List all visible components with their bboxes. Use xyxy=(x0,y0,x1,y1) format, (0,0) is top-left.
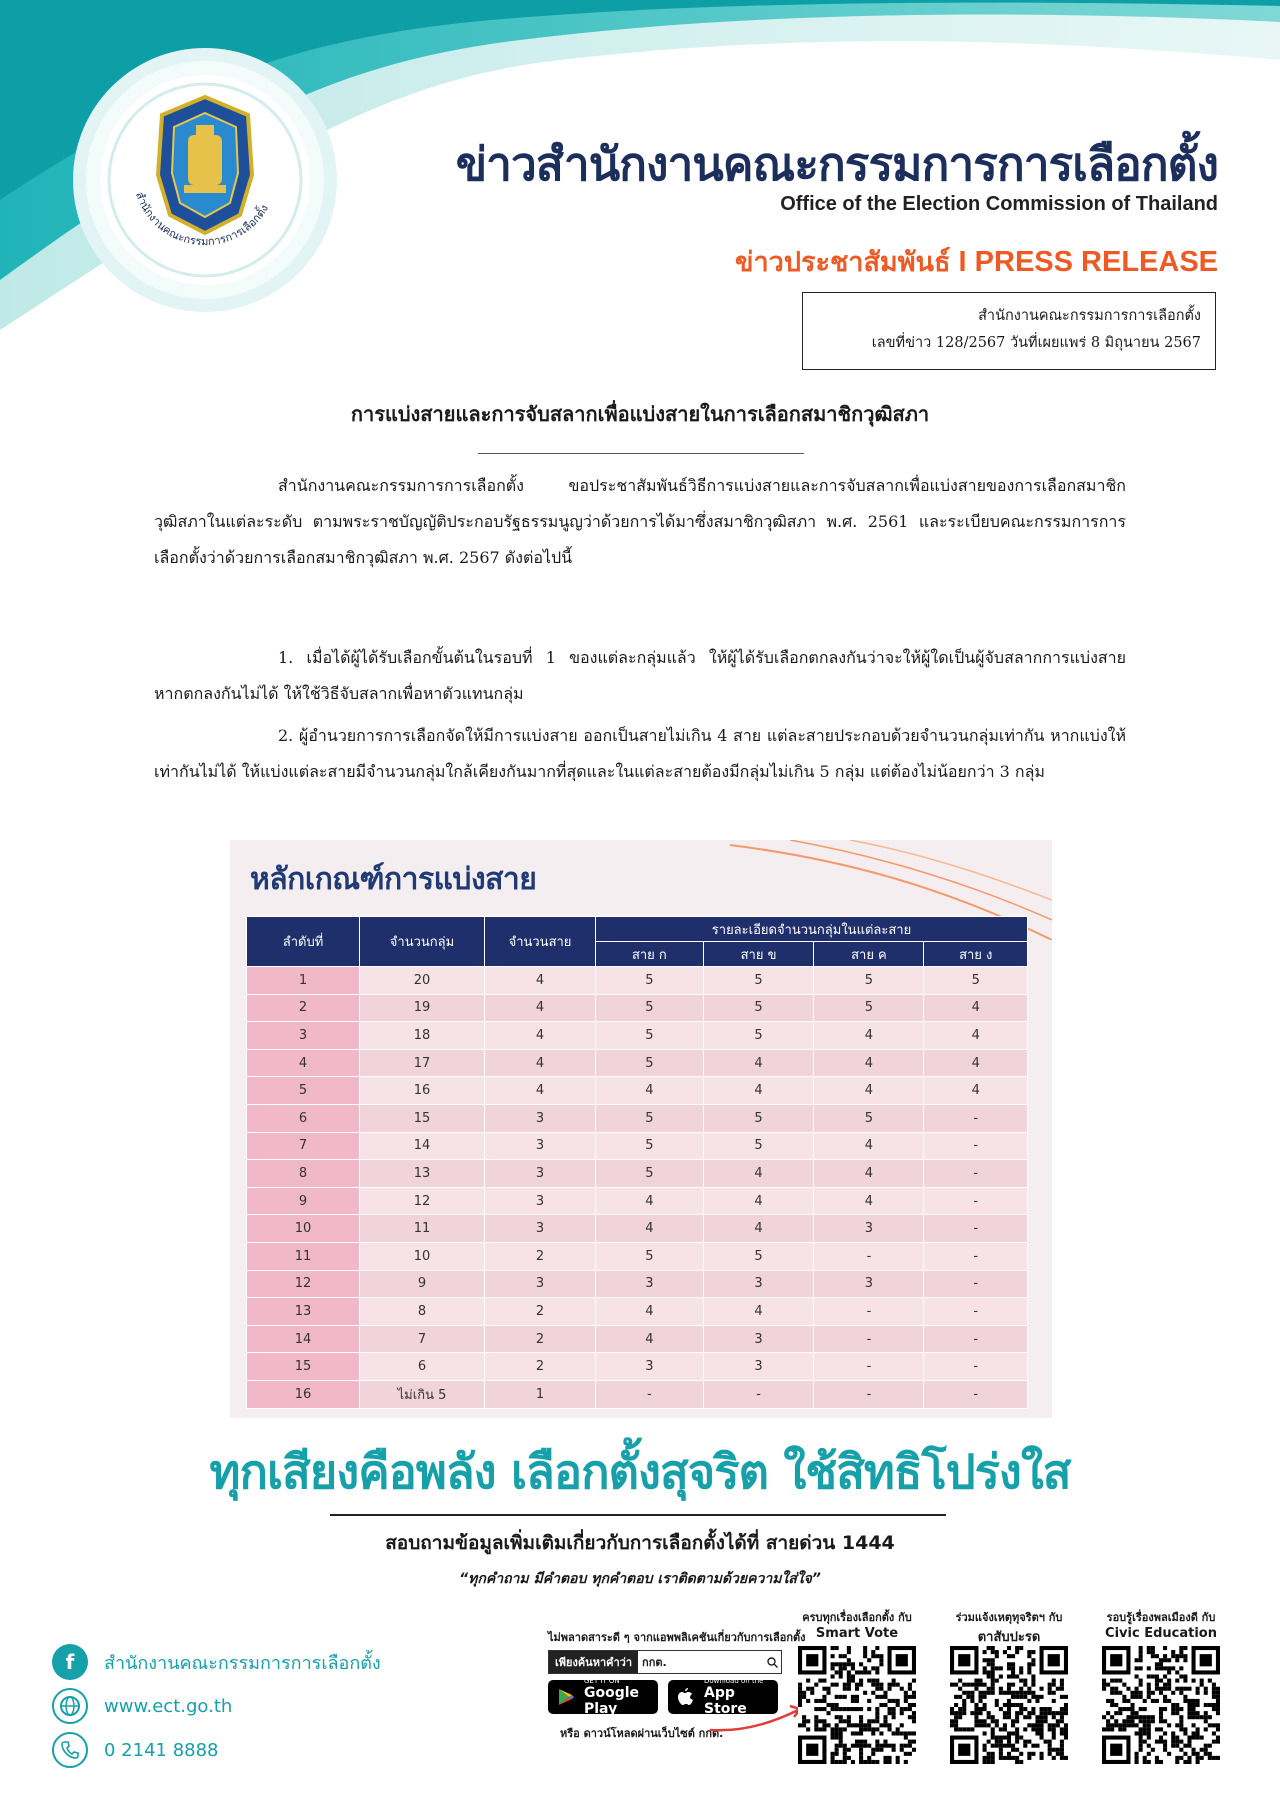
header-title-thai: ข่าวสำนักงานคณะกรรมการการเลือกตั้ง xyxy=(455,137,1218,191)
table-row xyxy=(247,1380,1028,1408)
google-play-icon xyxy=(556,1687,576,1707)
table-cell: 3 xyxy=(703,1353,814,1381)
table-cell: 4 xyxy=(814,1022,924,1050)
quote-text: “ทุกคำถาม มีคำตอบ ทุกคำตอบ เราติดตามด้วยความใส่ใจ” xyxy=(459,1571,821,1587)
table-cell: 4 xyxy=(596,1298,704,1326)
table-cell: 4 xyxy=(924,1022,1028,1050)
contact-facebook[interactable] xyxy=(52,1642,381,1682)
criteria-table xyxy=(246,916,1028,1409)
table-cell: - xyxy=(924,1132,1028,1160)
table-cell: 20 xyxy=(360,967,485,995)
table-cell: 5 xyxy=(596,1049,704,1077)
table-cell: 2 xyxy=(485,1298,596,1326)
table-cell: 3 xyxy=(485,1160,596,1188)
table-cell: 4 xyxy=(485,1022,596,1050)
table-cell: 3 xyxy=(485,1270,596,1298)
contact-phone-text: 0 2141 8888 xyxy=(104,1739,219,1761)
table-cell: 1 xyxy=(485,1380,596,1408)
table-cell: - xyxy=(814,1242,924,1270)
table-row xyxy=(247,1187,1028,1215)
google-play-button[interactable]: GET IT ON Google Play xyxy=(548,1680,658,1714)
table-cell: 4 xyxy=(703,1298,814,1326)
table-cell: 2 xyxy=(485,1242,596,1270)
logo-circle xyxy=(100,75,310,285)
table-cell: 14 xyxy=(247,1325,360,1353)
table-cell: 1 xyxy=(247,967,360,995)
table-cell: 4 xyxy=(596,1215,704,1243)
table-cell: 7 xyxy=(360,1325,485,1353)
table-cell: 13 xyxy=(247,1298,360,1326)
table-cell: 4 xyxy=(596,1325,704,1353)
table-cell: 4 xyxy=(924,1077,1028,1105)
table-row xyxy=(247,1325,1028,1353)
table-cell: 16 xyxy=(360,1077,485,1105)
table-cell: 3 xyxy=(485,1104,596,1132)
table-row xyxy=(247,1104,1028,1132)
table-cell: 3 xyxy=(485,1215,596,1243)
globe-icon xyxy=(52,1688,88,1724)
table-cell: 4 xyxy=(485,967,596,995)
contact-website[interactable] xyxy=(52,1686,232,1726)
table-cell: 4 xyxy=(924,1049,1028,1077)
table-cell: 3 xyxy=(703,1270,814,1298)
table-body xyxy=(247,967,1028,1409)
table-row xyxy=(247,1049,1028,1077)
qr-code-ta-sapparod-icon[interactable] xyxy=(950,1646,1068,1764)
intro-paragraph: สำนักงานคณะกรรมการการเลือกตั้ง ขอประชาสัมพันธ์วิธีการแบ่งสายและการจับสลากเพื่อแบ่งสายของการเลือกสมาชิกวุฒิสภาในแต่ละระดับ ตามพระราชบัญญัติประกอบรัฐธรรมนูญว่าด้วยการได้มาซึ่งสมาชิกวุฒิสภา พ.ศ. 2561 และระเบียบคณะกรรมการการเลือกตั้งว่าด้วยการเลือกสมาชิกวุฒิสภา พ.ศ. 2567 ดังต่อไปนี้ xyxy=(154,476,1126,567)
qr-code-smart-vote-icon[interactable] xyxy=(798,1646,916,1764)
table-cell: 5 xyxy=(703,1242,814,1270)
press-release-label: ข่าวประชาสัมพันธ์ I PRESS RELEASE xyxy=(735,246,1218,278)
table-cell: 5 xyxy=(703,1132,814,1160)
table-cell: 4 xyxy=(814,1132,924,1160)
header-title-english: Office of the Election Commission of Thailand xyxy=(780,193,1218,215)
table-row xyxy=(247,1298,1028,1326)
table-cell: 5 xyxy=(703,967,814,995)
contact-phone[interactable] xyxy=(52,1730,219,1770)
table-cell: 19 xyxy=(360,994,485,1022)
qr-caption-civic-education: รอบรู้เรื่องพลเมืองดี กับ Civic Education xyxy=(1105,1611,1217,1641)
headline: การแบ่งสายและการจับสลากเพื่อแบ่งสายในการเลือกสมาชิกวุฒิสภา xyxy=(350,402,930,426)
table-cell: 2 xyxy=(247,994,360,1022)
slogan: ทุกเสียงคือพลัง เลือกตั้งสุจริต ใช้สิทธิโปร่งใส xyxy=(209,1445,1071,1500)
table-cell: 3 xyxy=(596,1270,704,1298)
table-row xyxy=(247,1242,1028,1270)
table-cell: 4 xyxy=(814,1049,924,1077)
table-cell: 4 xyxy=(924,994,1028,1022)
table-cell: 3 xyxy=(703,1325,814,1353)
table-row xyxy=(247,1270,1028,1298)
slogan-divider xyxy=(330,1514,946,1516)
table-cell: 3 xyxy=(596,1353,704,1381)
table-cell: 13 xyxy=(360,1160,485,1188)
headline-divider xyxy=(478,453,804,454)
table-cell: 9 xyxy=(360,1270,485,1298)
table-cell: 5 xyxy=(596,994,704,1022)
app-store-button[interactable]: Download on the App Store xyxy=(668,1680,778,1714)
table-cell: ไม่เกิน 5 xyxy=(360,1380,485,1408)
table-cell: 12 xyxy=(360,1187,485,1215)
hotline-text: สอบถามข้อมูลเพิ่มเติมเกี่ยวกับการเลือกตั้งได้ที่ สายด่วน 1444 xyxy=(385,1532,895,1554)
table-cell: 5 xyxy=(814,967,924,995)
website-download-text: หรือ ดาวน์โหลดผ่านเว็บไซต์ กกต. xyxy=(560,1727,724,1740)
table-cell: 3 xyxy=(485,1132,596,1160)
table-cell: 5 xyxy=(596,1104,704,1132)
table-cell: - xyxy=(924,1298,1028,1326)
table-cell: 4 xyxy=(703,1215,814,1243)
table-cell: 5 xyxy=(814,1104,924,1132)
contact-facebook-text: สำนักงานคณะกรรมการการเลือกตั้ง xyxy=(104,1652,381,1674)
table-cell: 18 xyxy=(360,1022,485,1050)
search-label: เพียงค้นหาคำว่า xyxy=(549,1651,638,1673)
table-cell: 4 xyxy=(596,1077,704,1105)
table-cell: 4 xyxy=(247,1049,360,1077)
col-line-d: สาย ง xyxy=(924,942,1028,967)
col-groups: จำนวนกลุ่ม xyxy=(360,917,485,967)
table-cell: 5 xyxy=(814,994,924,1022)
table-cell: 17 xyxy=(360,1049,485,1077)
table-cell: 15 xyxy=(247,1353,360,1381)
table-cell: 9 xyxy=(247,1187,360,1215)
qr-code-civic-education-icon[interactable] xyxy=(1102,1646,1220,1764)
table-cell: 8 xyxy=(247,1160,360,1188)
table-cell: 3 xyxy=(814,1215,924,1243)
table-cell: 5 xyxy=(703,994,814,1022)
phone-icon xyxy=(52,1732,88,1768)
table-cell: 4 xyxy=(485,1049,596,1077)
table-cell: 2 xyxy=(485,1353,596,1381)
ect-emblem-icon xyxy=(100,75,310,285)
table-cell: - xyxy=(924,1160,1028,1188)
table-row xyxy=(247,967,1028,995)
logo-text: สำนักงานคณะกรรมการการเลือกตั้ง xyxy=(132,190,271,249)
table-title: หลักเกณฑ์การแบ่งสาย xyxy=(250,862,537,897)
table-cell: - xyxy=(814,1325,924,1353)
app-search-bar xyxy=(548,1650,782,1674)
item-2-paragraph: 2. ผู้อำนวยการการเลือกจัดให้มีการแบ่งสาย ออกเป็นสายไม่เกิน 4 สาย แต่ละสายประกอบด้วยจำนวนกลุ่มเท่ากัน หากแบ่งให้เท่ากันไม่ได้ ให้แบ่งแต่ละสายมีจำนวนกลุ่มใกล้เคียงกันมากที่สุดและในแต่ละสายต้องมีกลุ่มไม่เกิน 5 กลุ่ม แต่ต้องไม่น้อยกว่า 3 กลุ่ม xyxy=(154,726,1126,781)
table-cell: 4 xyxy=(485,1077,596,1105)
app-note: ไม่พลาดสาระดี ๆ จากแอพพลิเคชันเกี่ยวกับการเลือกตั้ง xyxy=(548,1631,806,1644)
table-cell: - xyxy=(814,1298,924,1326)
table-row xyxy=(247,1132,1028,1160)
table-cell: - xyxy=(596,1380,704,1408)
table-cell: 5 xyxy=(247,1077,360,1105)
release-info-box xyxy=(802,292,1216,370)
table-cell: 4 xyxy=(814,1077,924,1105)
table-cell: 14 xyxy=(360,1132,485,1160)
table-cell: 6 xyxy=(360,1353,485,1381)
table-cell: 3 xyxy=(485,1187,596,1215)
table-cell: 5 xyxy=(703,1022,814,1050)
table-cell: 12 xyxy=(247,1270,360,1298)
table-cell: 10 xyxy=(360,1242,485,1270)
table-row xyxy=(247,994,1028,1022)
info-line-2: เลขที่ข่าว 128/2567 วันที่เผยแพร่ 8 มิถุนายน 2567 xyxy=(871,335,1201,351)
table-cell: 5 xyxy=(596,967,704,995)
table-cell: - xyxy=(924,1215,1028,1243)
table-cell: 3 xyxy=(814,1270,924,1298)
table-cell: 6 xyxy=(247,1104,360,1132)
table-cell: 4 xyxy=(596,1187,704,1215)
table-cell: 11 xyxy=(360,1215,485,1243)
table-cell: - xyxy=(924,1270,1028,1298)
table-cell: - xyxy=(924,1353,1028,1381)
table-cell: 11 xyxy=(247,1242,360,1270)
table-row xyxy=(247,1353,1028,1381)
contact-website-text: www.ect.go.th xyxy=(104,1695,233,1717)
item-1-paragraph: 1. เมื่อได้ผู้ได้รับเลือกขั้นต้นในรอบที่ 1 ของแต่ละกลุ่มแล้ว ให้ผู้ได้รับเลือกตกลงกันว่าจะให้ผู้ใดเป็นผู้จับสลากการแบ่งสาย หากตกลงกันไม่ได้ ให้ใช้วิธีจับสลากเพื่อหาตัวแทนกลุ่ม xyxy=(154,648,1126,703)
table-cell: 5 xyxy=(596,1022,704,1050)
table-cell: 4 xyxy=(814,1187,924,1215)
table-cell: 8 xyxy=(360,1298,485,1326)
col-line-b: สาย ข xyxy=(703,942,814,967)
criteria-table-image xyxy=(230,840,1052,1418)
table-cell: 4 xyxy=(703,1049,814,1077)
table-cell: - xyxy=(924,1242,1028,1270)
table-cell: 5 xyxy=(596,1160,704,1188)
table-cell: 5 xyxy=(703,1104,814,1132)
table-cell: - xyxy=(924,1380,1028,1408)
arrow-icon xyxy=(700,1700,810,1740)
table-cell: 16 xyxy=(247,1380,360,1408)
table-cell: 4 xyxy=(485,994,596,1022)
col-line-c: สาย ค xyxy=(814,942,924,967)
table-row xyxy=(247,1077,1028,1105)
table-cell: - xyxy=(814,1380,924,1408)
search-value: กกต. xyxy=(642,1656,667,1669)
table-row xyxy=(247,1160,1028,1188)
table-cell: 4 xyxy=(814,1160,924,1188)
facebook-icon: f xyxy=(52,1644,88,1680)
table-cell: 15 xyxy=(360,1104,485,1132)
qr-caption-ta-sapparod: ร่วมแจ้งเหตุทุจริตฯ กับ ตาสับปะรด xyxy=(955,1611,1063,1645)
table-cell: - xyxy=(924,1187,1028,1215)
col-line-a: สาย ก xyxy=(596,942,704,967)
table-cell: 5 xyxy=(924,967,1028,995)
col-detail: รายละเอียดจำนวนกลุ่มในแต่ละสาย xyxy=(596,917,1028,942)
table-cell: - xyxy=(703,1380,814,1408)
table-cell: 5 xyxy=(596,1242,704,1270)
table-row xyxy=(247,1215,1028,1243)
table-cell: - xyxy=(924,1104,1028,1132)
table-cell: 4 xyxy=(703,1160,814,1188)
col-lines: จำนวนสาย xyxy=(485,917,596,967)
table-cell: 4 xyxy=(703,1187,814,1215)
table-cell: 10 xyxy=(247,1215,360,1243)
table-cell: 2 xyxy=(485,1325,596,1353)
qr-caption-smart-vote: ครบทุกเรื่องเลือกตั้ง กับ Smart Vote xyxy=(802,1611,912,1641)
table-cell: 3 xyxy=(247,1022,360,1050)
search-icon xyxy=(763,1651,781,1673)
apple-icon xyxy=(676,1687,696,1707)
table-cell: - xyxy=(924,1325,1028,1353)
table-row xyxy=(247,1022,1028,1050)
table-cell: 5 xyxy=(596,1132,704,1160)
info-line-1: สำนักงานคณะกรรมการการเลือกตั้ง xyxy=(978,308,1201,324)
table-cell: 7 xyxy=(247,1132,360,1160)
table-cell: 4 xyxy=(703,1077,814,1105)
col-order: ลำดับที่ xyxy=(247,917,360,967)
table-cell: - xyxy=(814,1353,924,1381)
